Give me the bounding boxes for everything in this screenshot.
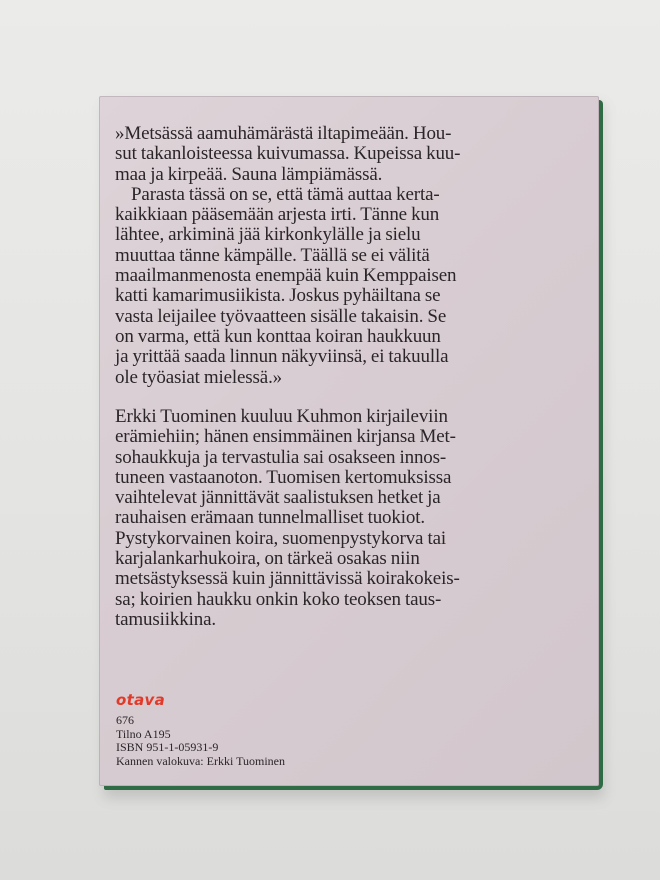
author-description	[115, 407, 585, 630]
description-line: rauhaisen erämaan tunnelmalliset tuokiot.	[115, 507, 425, 529]
quote-line: ja yrittää saada linnun näkyviinsä, ei takuulla	[115, 346, 449, 368]
quote-line: maa ja kirpeää. Sauna lämpiämässä.	[115, 163, 383, 185]
quote-line: lähtee, arkiminä jää kirkonkylälle ja sielu	[115, 224, 421, 246]
tilno: Tilno A195	[116, 726, 171, 741]
quote-line: Parasta tässä on se, että tämä auttaa kerta-	[131, 183, 440, 205]
description-line: Erkki Tuominen kuuluu Kuhmon kirjaileviin	[115, 406, 448, 427]
quote-line: sut takanloisteessa kuivumassa. Kupeissa kuu-	[115, 143, 461, 165]
description-line: tuneen vastaanoton. Tuomisen kertomuksissa	[115, 466, 452, 488]
quote-line: ole työasiat mielessä.»	[115, 366, 283, 388]
quote-line: maailmanmenosta enempää kuin Kemppaisen	[115, 265, 457, 287]
quote-line: vasta leijailee työvaatteen sisälle takaisin. Se	[115, 305, 447, 327]
quote-line: on varma, että kun konttaa koiran haukkuun	[115, 325, 441, 347]
description-line: sohaukkuja ja tervastulia sai osakseen innos-	[115, 446, 447, 468]
quote-line: »Metsässä aamuhämärästä iltapimeään. Hou-	[115, 123, 452, 144]
book-back-cover	[99, 96, 599, 786]
description-line: karjalankarhukoira, on tärkeä osakas niin	[115, 548, 420, 570]
isbn: ISBN 951-1-05931-9	[116, 740, 219, 754]
quote-line: kaikkiaan pääsemään arjesta irti. Tänne kun	[115, 204, 440, 226]
description-line: metsästyksessä kuin jännittävissä koirakokeis-	[115, 568, 460, 590]
publisher-logo: otava	[116, 691, 165, 709]
description-line: sa; koirien haukku onkin koko teoksen taus-	[115, 588, 442, 610]
cover-photo-credit: Kannen valokuva: Erkki Tuominen	[116, 753, 285, 768]
description-line: Pystykorvainen koira, suomenpystykorva tai	[115, 527, 446, 549]
description-line: vaihtelevat jännittävät saalistuksen hetket ja	[115, 487, 441, 509]
catalog-number: 676	[116, 713, 134, 727]
blurb-quote	[115, 124, 585, 388]
description-line: erämiehiin; hänen ensimmäinen kirjansa Met-	[115, 426, 456, 448]
publication-info	[116, 714, 285, 768]
quote-line: katti kamarimusiikista. Joskus pyhäiltana se	[115, 285, 441, 307]
description-line: tamusiikkina.	[115, 608, 216, 630]
quote-line: muuttaa tänne kämpälle. Täällä se ei välitä	[115, 244, 430, 266]
